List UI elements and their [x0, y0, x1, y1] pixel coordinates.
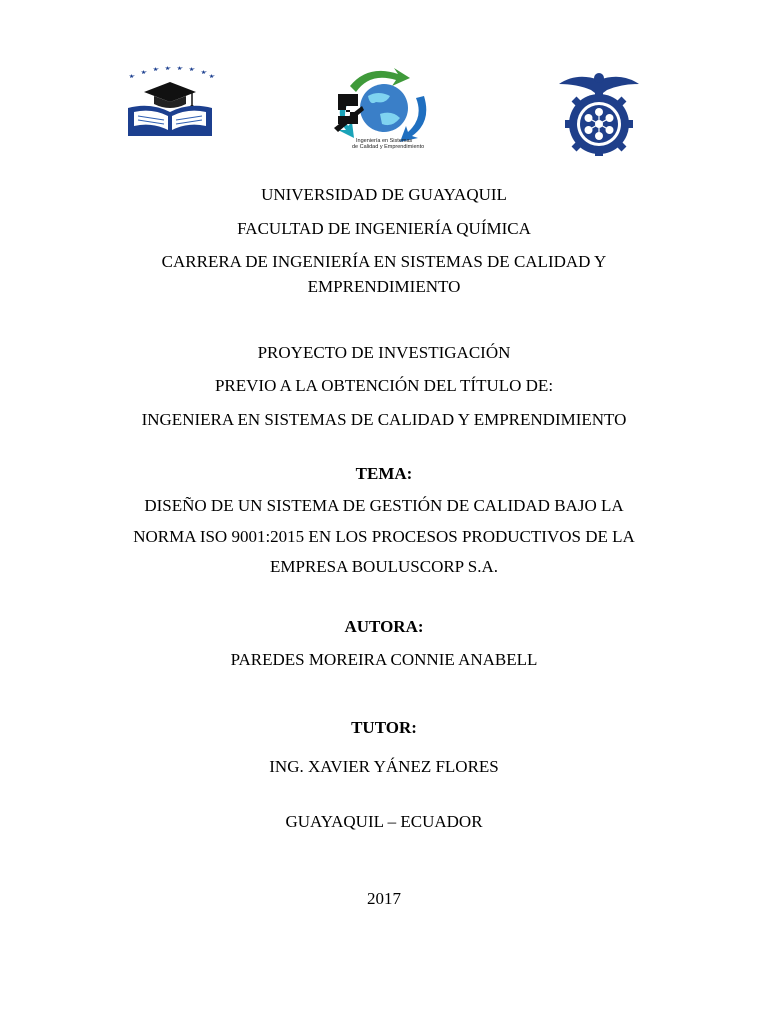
topic-line2: NORMA ISO 9001:2015 EN LOS PROCESOS PRODUCTIVOS DE LA: [133, 527, 635, 546]
graduation-cap-book-stars-icon: [122, 64, 218, 140]
project-degree: INGENIERA EN SISTEMAS DE CALIDAD Y EMPRENDIMIENTO: [141, 410, 627, 429]
topic-line3: EMPRESA BOULUSCORP S.A.: [270, 557, 498, 576]
gear-flask-eagle-seal-icon: [557, 70, 641, 158]
university-logo: [122, 64, 218, 140]
project-type: PROYECTO DE INVESTIGACIÓN: [257, 343, 511, 362]
career-name-line1: CARRERA DE INGENIERÍA EN SISTEMAS DE CALIDAD Y: [161, 252, 607, 271]
place: GUAYAQUIL – ECUADOR: [285, 812, 483, 831]
faculty-name: FACULTAD DE INGENIERÍA QUÍMICA: [237, 219, 531, 238]
university-name: UNIVERSIDAD DE GUAYAQUIL: [261, 185, 507, 204]
year: 2017: [367, 889, 401, 908]
globe-recycle-arrows-icon: [328, 66, 438, 152]
svg-text:Ingeniería en Sistemas: Ingeniería en Sistemas: [356, 138, 413, 144]
project-prior-to: PREVIO A LA OBTENCIÓN DEL TÍTULO DE:: [214, 376, 554, 395]
career-logo: [328, 66, 438, 152]
topic-line1: DISEÑO DE UN SISTEMA DE GESTIÓN DE CALIDAD BAJO LA: [144, 496, 624, 515]
svg-text:de Calidad y Emprendimiento: de Calidad y Emprendimiento: [352, 144, 425, 150]
author-name: PAREDES MOREIRA CONNIE ANABELL: [230, 650, 538, 669]
tutor-label: TUTOR:: [351, 718, 417, 737]
tutor-name: ING. XAVIER YÁNEZ FLORES: [269, 757, 499, 776]
topic-label: TEMA:: [355, 464, 413, 483]
career-name-line2: EMPRENDIMIENTO: [307, 277, 461, 296]
author-label: AUTORA:: [344, 617, 424, 636]
faculty-logo: [557, 70, 641, 158]
